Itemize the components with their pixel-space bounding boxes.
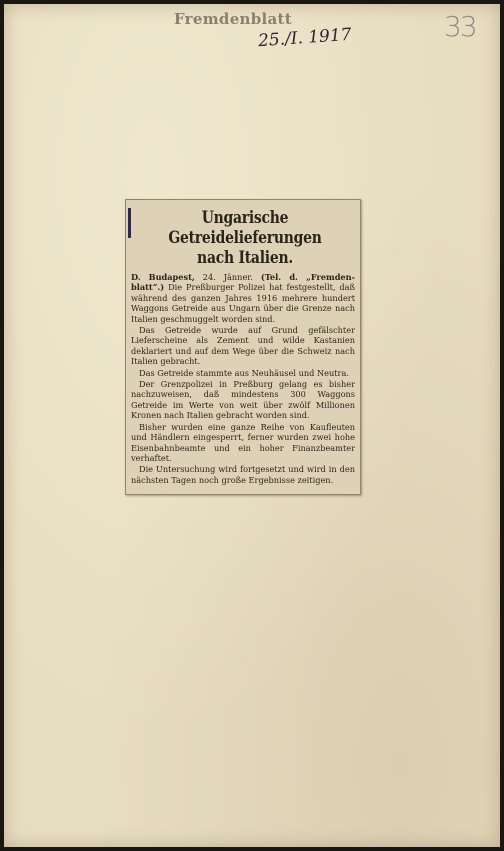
page-number: 33: [444, 10, 476, 43]
paragraph-5: Bisher wurden eine ganze Reihe von Kaufleuten und Händlern eingesperrt, ferner wurden zwei hohe Eisenbahnbeamte und ein hoher Finanzbeamter verhaftet.: [131, 421, 355, 463]
dateline-prefix: D.: [131, 272, 141, 282]
headline-line-1: Ungarische Getreidelieferungen: [168, 208, 322, 248]
margin-marker: [128, 208, 131, 238]
paragraph-4: Der Grenzpolizei in Preßburg gelang es bisher nachzuweisen, daß mindestens 300 Waggons Getreide im Werte von weit über zwölf Millionen Kronen nach Italien gebracht worden sind.: [131, 379, 355, 421]
dateline-place: Budapest,: [148, 272, 195, 282]
paragraph-1-text: Die Preßburger Polizei hat festgestellt, daß während des ganzen Jahres 1916 mehrere hundert Waggons Getreide aus Ungarn über die Grenze nach Italien geschmuggelt worden sind.: [131, 282, 355, 324]
article-headline: [155, 208, 335, 268]
newspaper-stamp: Fremdenblatt: [174, 10, 293, 28]
paragraph-2: Das Getreide wurde auf Grund gefälschter Lieferscheine als Zement und wilde Kastanien deklariert und auf dem Wege über die Schweiz nach Italien gebracht.: [131, 325, 355, 367]
handwritten-date: 25./I. 1917: [257, 24, 353, 52]
paragraph-6: Die Untersuchung wird fortgesetzt und wird in den nächsten Tagen noch große Ergebnisse zeitigen.: [131, 464, 355, 485]
archive-sheet: [4, 4, 500, 847]
newspaper-clipping: [125, 199, 361, 495]
paragraph-1: [131, 272, 355, 324]
article-body: [131, 272, 355, 485]
dateline-date: 24. Jänner.: [202, 272, 253, 282]
headline-line-2: nach Italien.: [197, 248, 293, 268]
dateline-source: (Tel. d. „Fremden-blatt“.): [131, 272, 355, 293]
paragraph-3: Das Getreide stammte aus Neuhäusel und Neutra.: [139, 367, 349, 378]
